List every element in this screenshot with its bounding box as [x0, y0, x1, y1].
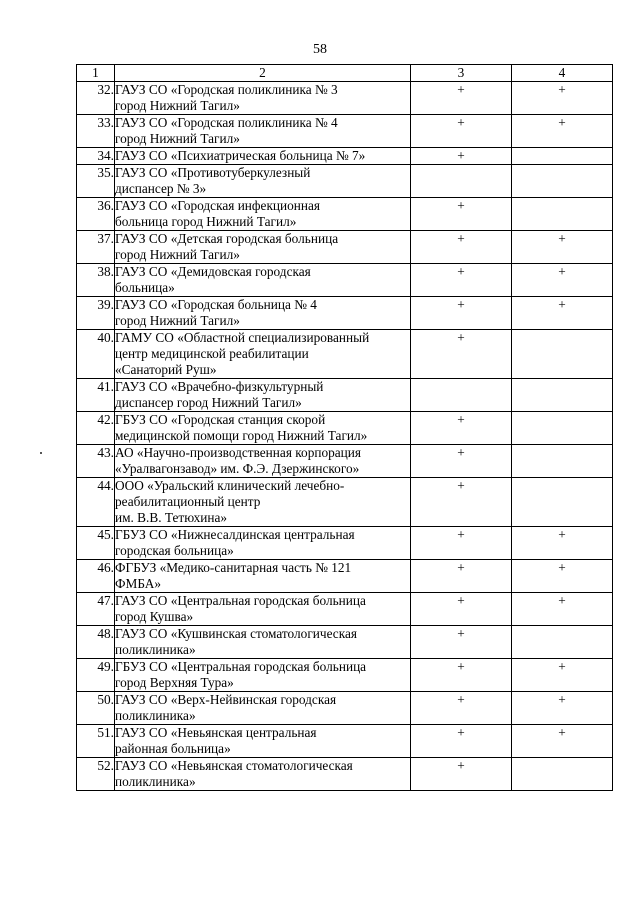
table-row — [77, 297, 613, 330]
organization-name — [115, 297, 411, 330]
table-header-row — [77, 65, 613, 82]
organization-name — [115, 264, 411, 297]
organization-name-line: город Нижний Тагил» — [115, 247, 240, 262]
column-3-mark: + — [411, 478, 512, 527]
table-row — [77, 593, 613, 626]
row-number: 49. — [77, 659, 115, 692]
header-col-3: 3 — [411, 65, 512, 82]
organization-name — [115, 626, 411, 659]
column-4-mark: + — [512, 560, 613, 593]
row-number: 32. — [77, 82, 115, 115]
column-4-mark: + — [512, 725, 613, 758]
organization-name-line: диспансер город Нижний Тагил» — [115, 395, 302, 410]
row-number: 34. — [77, 148, 115, 165]
organizations-table — [76, 64, 613, 791]
organization-name-line: реабилитационный центр — [115, 494, 261, 509]
organization-name-line: ГАУЗ СО «Невьянская стоматологическая — [115, 758, 353, 773]
organization-name-line: поликлиника» — [115, 708, 196, 723]
organization-name-line: ГБУЗ СО «Центральная городская больница — [115, 659, 367, 674]
row-number: 38. — [77, 264, 115, 297]
organization-name-line: ГАУЗ СО «Противотуберкулезный — [115, 165, 311, 180]
table-row — [77, 82, 613, 115]
column-3-mark: + — [411, 758, 512, 791]
column-3-mark: + — [411, 330, 512, 379]
organization-name-line: город Нижний Тагил» — [115, 98, 240, 113]
organization-name-line: город Кушва» — [115, 609, 194, 624]
column-4-mark — [512, 379, 613, 412]
organization-name-line: диспансер № 3» — [115, 181, 207, 196]
column-3-mark: + — [411, 148, 512, 165]
table-row — [77, 148, 613, 165]
row-number: 39. — [77, 297, 115, 330]
organization-name-line: поликлиника» — [115, 774, 196, 789]
organization-name-line: ГБУЗ СО «Нижнесалдинская центральная — [115, 527, 355, 542]
organization-name-line: ГАМУ СО «Областной специализированный — [115, 330, 370, 345]
organization-name-line: ГАУЗ СО «Кушвинская стоматологическая — [115, 626, 357, 641]
organization-name — [115, 412, 411, 445]
column-3-mark: + — [411, 593, 512, 626]
organization-name-line: им. В.В. Тетюхина» — [115, 510, 228, 525]
column-4-mark — [512, 330, 613, 379]
column-4-mark: + — [512, 527, 613, 560]
column-3-mark: + — [411, 412, 512, 445]
table-row — [77, 527, 613, 560]
organization-name-line: больница город Нижний Тагил» — [115, 214, 297, 229]
column-3-mark: + — [411, 560, 512, 593]
column-3-mark: + — [411, 659, 512, 692]
organization-name-line: районная больница» — [115, 741, 231, 756]
organization-name-line: ООО «Уральский клинический лечебно- — [115, 478, 345, 493]
table-row — [77, 412, 613, 445]
column-4-mark — [512, 148, 613, 165]
organization-name-line: ГАУЗ СО «Детская городская больница — [115, 231, 339, 246]
organization-name-line: центр медицинской реабилитации — [115, 346, 309, 361]
organization-name-line: город Нижний Тагил» — [115, 131, 240, 146]
organization-name-line: ГАУЗ СО «Городская инфекционная — [115, 198, 321, 213]
column-4-mark: + — [512, 115, 613, 148]
column-4-mark: + — [512, 82, 613, 115]
table-row — [77, 231, 613, 264]
row-number: 35. — [77, 165, 115, 198]
organization-name-line: ГАУЗ СО «Городская поликлиника № 3 — [115, 82, 338, 97]
organization-name — [115, 82, 411, 115]
organization-name — [115, 330, 411, 379]
column-4-mark — [512, 165, 613, 198]
table-row — [77, 115, 613, 148]
organization-name-line: больница» — [115, 280, 175, 295]
column-4-mark: + — [512, 297, 613, 330]
column-4-mark — [512, 758, 613, 791]
organization-name — [115, 165, 411, 198]
row-number: 33. — [77, 115, 115, 148]
organization-name — [115, 379, 411, 412]
organization-name-line: ГАУЗ СО «Невьянская центральная — [115, 725, 317, 740]
organization-name-line: ГАУЗ СО «Верх-Нейвинская городская — [115, 692, 337, 707]
table-row — [77, 725, 613, 758]
row-number: 43. — [77, 445, 115, 478]
column-3-mark: + — [411, 527, 512, 560]
column-3-mark: + — [411, 297, 512, 330]
column-4-mark — [512, 478, 613, 527]
column-3-mark — [411, 379, 512, 412]
row-number: 46. — [77, 560, 115, 593]
row-number: 44. — [77, 478, 115, 527]
page-number: 58 — [313, 42, 327, 57]
column-4-mark: + — [512, 231, 613, 264]
organization-name-line: поликлиника» — [115, 642, 196, 657]
column-3-mark: + — [411, 626, 512, 659]
organization-name-line: «Уралвагонзавод» им. Ф.Э. Дзержинского» — [115, 461, 360, 476]
column-3-mark — [411, 165, 512, 198]
row-number: 36. — [77, 198, 115, 231]
column-3-mark: + — [411, 264, 512, 297]
organization-name-line: ГАУЗ СО «Психиатрическая больница № 7» — [115, 148, 366, 163]
column-3-mark: + — [411, 82, 512, 115]
organization-name-line: ГАУЗ СО «Городская больница № 4 — [115, 297, 317, 312]
header-col-2: 2 — [115, 65, 411, 82]
organization-name-line: ФМБА» — [115, 576, 162, 591]
column-4-mark: + — [512, 593, 613, 626]
column-4-mark — [512, 198, 613, 231]
column-4-mark — [512, 626, 613, 659]
column-3-mark: + — [411, 231, 512, 264]
organization-name-line: город Верхняя Тура» — [115, 675, 234, 690]
header-col-1: 1 — [77, 65, 115, 82]
table-row — [77, 198, 613, 231]
organization-name-line: ГБУЗ СО «Городская станция скорой — [115, 412, 326, 427]
row-number: 37. — [77, 231, 115, 264]
organization-name-line: АО «Научно-производственная корпорация — [115, 445, 362, 460]
organization-name — [115, 527, 411, 560]
organization-name — [115, 445, 411, 478]
row-number: 40. — [77, 330, 115, 379]
organization-name-line: ГАУЗ СО «Городская поликлиника № 4 — [115, 115, 338, 130]
organization-name — [115, 478, 411, 527]
row-number: 41. — [77, 379, 115, 412]
organization-name-line: город Нижний Тагил» — [115, 313, 240, 328]
scan-speck — [40, 452, 42, 454]
row-number: 52. — [77, 758, 115, 791]
column-4-mark — [512, 412, 613, 445]
row-number: 45. — [77, 527, 115, 560]
organization-name — [115, 148, 411, 165]
organization-name-line: ГАУЗ СО «Врачебно-физкультурный — [115, 379, 324, 394]
organization-name — [115, 198, 411, 231]
table-row — [77, 659, 613, 692]
table-row — [77, 379, 613, 412]
organization-name — [115, 659, 411, 692]
column-4-mark: + — [512, 692, 613, 725]
organization-name-line: медицинской помощи город Нижний Тагил» — [115, 428, 368, 443]
row-number: 47. — [77, 593, 115, 626]
organization-name — [115, 593, 411, 626]
column-3-mark: + — [411, 692, 512, 725]
organization-name-line: ГАУЗ СО «Демидовская городская — [115, 264, 311, 279]
table-row — [77, 626, 613, 659]
row-number: 42. — [77, 412, 115, 445]
organization-name — [115, 560, 411, 593]
column-3-mark: + — [411, 198, 512, 231]
table-row — [77, 560, 613, 593]
header-col-4: 4 — [512, 65, 613, 82]
column-3-mark: + — [411, 725, 512, 758]
table-row — [77, 165, 613, 198]
table-row — [77, 692, 613, 725]
table-row — [77, 330, 613, 379]
row-number: 48. — [77, 626, 115, 659]
column-4-mark: + — [512, 264, 613, 297]
column-4-mark — [512, 445, 613, 478]
organization-name-line: ФГБУЗ «Медико-санитарная часть № 121 — [115, 560, 352, 575]
organization-name — [115, 692, 411, 725]
column-3-mark: + — [411, 115, 512, 148]
table-row — [77, 445, 613, 478]
table-row — [77, 264, 613, 297]
organization-name-line: ГАУЗ СО «Центральная городская больница — [115, 593, 366, 608]
organization-name-line: «Санаторий Руш» — [115, 362, 217, 377]
table-row — [77, 478, 613, 527]
row-number: 51. — [77, 725, 115, 758]
table-body — [77, 82, 613, 791]
organization-name — [115, 115, 411, 148]
row-number: 50. — [77, 692, 115, 725]
organization-name — [115, 758, 411, 791]
table-row — [77, 758, 613, 791]
column-3-mark: + — [411, 445, 512, 478]
organization-name — [115, 231, 411, 264]
column-4-mark: + — [512, 659, 613, 692]
organization-name-line: городская больница» — [115, 543, 234, 558]
organization-name — [115, 725, 411, 758]
